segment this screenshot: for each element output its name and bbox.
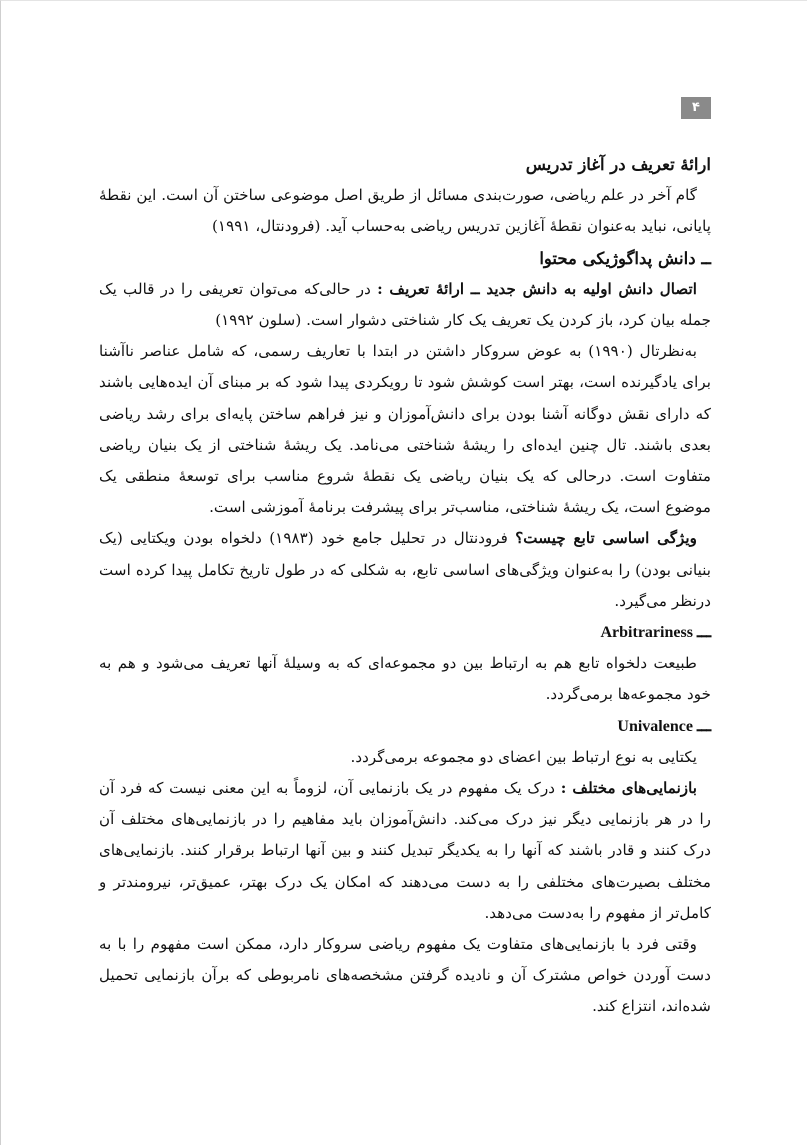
paragraph-representations-text: درک یک مفهوم در یک بازنمایی آن، لزوماً به این معنی نیست که فرد آن را در هر بازنمایی دیگر نیز درک می‌کند. دانش‌آموزان باید مفاهیم را در بازنمایی‌های مختلف آن درک کنند و قادر باشند که آنها را به یکدیگر تبدیل کنند و بین آنها ارتباط برقرار کنند. بازنمایی‌های مختلف بصیرت‌های مختلفی را به دست می‌دهند که امکان یک درک بهتر، عمیق‌تر، نیرومندتر و کامل‌تر از مفهوم را به‌دست می‌دهد. (99, 779, 711, 922)
paragraph-abstraction: وقتی فرد با بازنمایی‌های متفاوت یک مفهوم ریاضی سروکار دارد، ممکن است مفهوم را با به دست آوردن خواص مشترک آن و نادیده گرفتن مشخصه‌های نامربوطی که برآن بازنمایی تحمیل شده‌اند، انتزاع کند. (99, 935, 711, 1016)
paragraph-definition (99, 274, 711, 336)
paragraph-definition-title: اتصال دانش اولیه به دانش جدید ــ ارائهٔ تعریف : (377, 279, 697, 298)
subsection-heading: ــ دانش پداگوژیکی محتوا (539, 248, 711, 268)
paragraph-function-property (99, 523, 711, 617)
paragraph-definition-text: در حالی‌که می‌توان تعریفی را در قالب یک جمله بیان کرد، باز کردن یک تعریف یک کار شناختی دشوار است. (سلون ۱۹۹۲) (99, 279, 711, 330)
term-univalence: Univalence ـــ (617, 717, 711, 735)
page-number-badge: ۴ (681, 97, 711, 119)
paragraph-function-property-title: ویژگی اساسی تابع چیست؟ (515, 529, 697, 548)
paragraph-cognitive-root: به‌نظرتال (۱۹۹۰) به عوض سروکار داشتن در ابتدا با تعاریف رسمی، که شامل عناصر ناآشنا برای یادگیرنده است، بهتر است کوشش شود تا رویکردی پیدا شود که بر مبنای آن ایده‌هایی باشند که دارای نقش دوگانه آشنا بودن برای دانش‌آموزان و نیز فراهم ساختن پایه‌ای برای رشد ریاضی بعدی باشند. تال چنین ایده‌ای را ریشهٔ شناختی می‌نامد. یک ریشهٔ شناختی از یک بنیان ریاضی متفاوت است. درحالی که یک بنیان ریاضی یک نقطهٔ شروع مناسب برای توسعهٔ منطقی یک موضوع است، یک ریشهٔ شناختی، مناسب‌تر برای پیشرفت برنامهٔ آموزشی است. (99, 342, 711, 517)
paragraph-freudenthal-quote: گام آخر در علم ریاضی، صورت‌بندی مسائل از طریق اصل موضوعی ساختن آن است. این نقطهٔ پایانی، نباید به‌عنوان نقطهٔ آغازین تدریس ریاضی به‌حساب آید. (فرودنتال، ۱۹۹۱) (99, 186, 711, 236)
paragraph-representations-title: بازنمایی‌های مختلف : (560, 779, 697, 798)
paragraph-arbitrariness: طبیعت دلخواه تابع هم به ارتباط بین دو مجموعه‌ای که به وسیلهٔ آنها تعریف می‌شود و هم به خود مجموعه‌ها برمی‌گردد. (99, 654, 711, 704)
page-content (99, 149, 711, 1023)
paragraph-univalence: یکتایی به نوع ارتباط بین اعضای دو مجموعه برمی‌گردد. (350, 747, 697, 766)
paragraph-function-property-text: فرودنتال در تحلیل جامع خود (۱۹۸۳) دلخواه بودن ویکتایی (یک بنیانی بودن) را به‌عنوان ویژگی‌های اساسی تابع، به شکلی که در طول تاریخ تکامل پیدا کرده است درنظر می‌گیرد. (99, 529, 711, 610)
section-heading: ارائهٔ تعریف در آغاز تدریس (525, 155, 711, 174)
term-arbitrariness: Arbitrariness ـــ (600, 624, 711, 642)
paragraph-representations (99, 773, 711, 929)
